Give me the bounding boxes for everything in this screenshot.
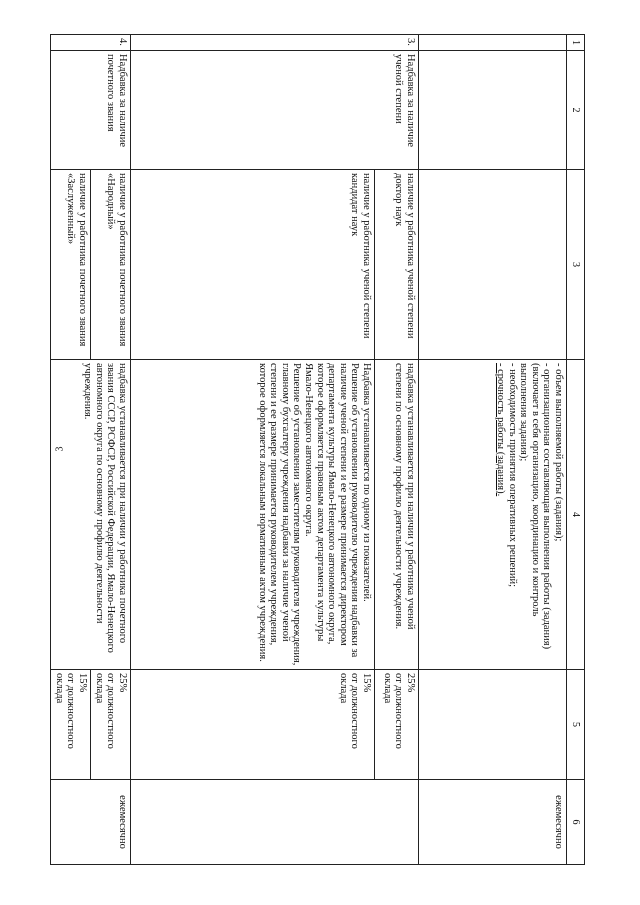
amount-value: 15% bbox=[77, 673, 88, 693]
amount-cell bbox=[131, 670, 375, 780]
description-cell bbox=[131, 360, 375, 670]
row-4-sub-1 bbox=[91, 35, 131, 865]
description-para: Решение об установлении заместителям руководителя учреждения, главному бухгалтеру учреждения надбавки за наличие ученой степени и ее размере принимается руководителем учреждения, которое оформляется локальным нормативным актом учреждения. bbox=[256, 363, 303, 666]
criteria-item: - организационная составляющая выполнения работы (задания) (включает в себя организацию, координацию и контроль выполнения задания); bbox=[518, 363, 553, 650]
header-cell: 2 bbox=[567, 51, 585, 170]
allowance-table bbox=[50, 34, 585, 865]
amount-text: от должностного оклада bbox=[93, 673, 117, 749]
header-cell: 5 bbox=[567, 670, 585, 780]
amount-cell bbox=[375, 670, 419, 780]
allowance-name: Надбавка за наличие почетного звания bbox=[51, 51, 131, 170]
condition-cell: наличие у работника ученой степени доктор наук bbox=[375, 170, 419, 360]
description-para: Решение об установлении руководителю учреждения надбавки за наличие ученой степени и ее размере принимается директором департамента культуры Ямало-Ненецкого автономного округа, которое оформляется правовым актом департамента культуры Ямало-Ненецкого автономного округа. bbox=[303, 363, 361, 658]
amount-cell bbox=[51, 670, 91, 780]
amount-value: 25% bbox=[117, 673, 128, 693]
amount-value: 15% bbox=[361, 673, 372, 693]
continued-row bbox=[419, 35, 567, 865]
row-3-sub-1 bbox=[375, 35, 419, 865]
header-cell: 6 bbox=[567, 780, 585, 865]
header-cell: 4 bbox=[567, 360, 585, 670]
header-row bbox=[567, 35, 585, 865]
header-cell: 3 bbox=[567, 170, 585, 360]
allowance-name: Надбавка за наличие ученой степени bbox=[131, 51, 419, 170]
criteria-item: - необходимость принятия оперативных решений; bbox=[506, 363, 518, 588]
amount-value: 25% bbox=[405, 673, 416, 693]
criteria-item: - срочность работы (задания). bbox=[495, 363, 507, 497]
period-cell: ежемесячно bbox=[51, 780, 131, 865]
description-cell: надбавка устанавливается при наличии у работника ученой степени по основному профилю деятельности учреждения. bbox=[375, 360, 419, 670]
period-cell: ежемесячно bbox=[419, 780, 567, 865]
amount-cell bbox=[91, 670, 131, 780]
description-cell: надбавка устанавливается при наличии у работника почетного звания СССР, РСФСР, Российской Федерации, Ямало-Ненецкого автономного округа по основному профилю деятельности учреждения. bbox=[51, 360, 131, 670]
header-cell: 1 bbox=[567, 35, 585, 51]
amount-text: от должностного оклада bbox=[337, 673, 361, 749]
rotated-table-container bbox=[53, 34, 585, 864]
criteria-item: - объем выполняемой работы (задания); bbox=[553, 363, 564, 542]
condition-cell: наличие у работника ученой степени кандидат наук bbox=[131, 170, 375, 360]
amount-text: от должностного оклада bbox=[381, 673, 405, 749]
amount-text: от должностного оклада bbox=[53, 673, 77, 749]
criteria-cell bbox=[419, 360, 567, 670]
condition-cell: наличие у работника почетного звания «Народный» bbox=[91, 170, 131, 360]
page-number: 3 bbox=[54, 446, 66, 452]
row-number: 4. bbox=[51, 35, 131, 51]
row-number: 3. bbox=[131, 35, 419, 51]
description-para: Надбавка устанавливается по одному из показателей. bbox=[361, 363, 372, 602]
condition-cell: наличие у работника почетного звания «Заслуженный» bbox=[51, 170, 91, 360]
